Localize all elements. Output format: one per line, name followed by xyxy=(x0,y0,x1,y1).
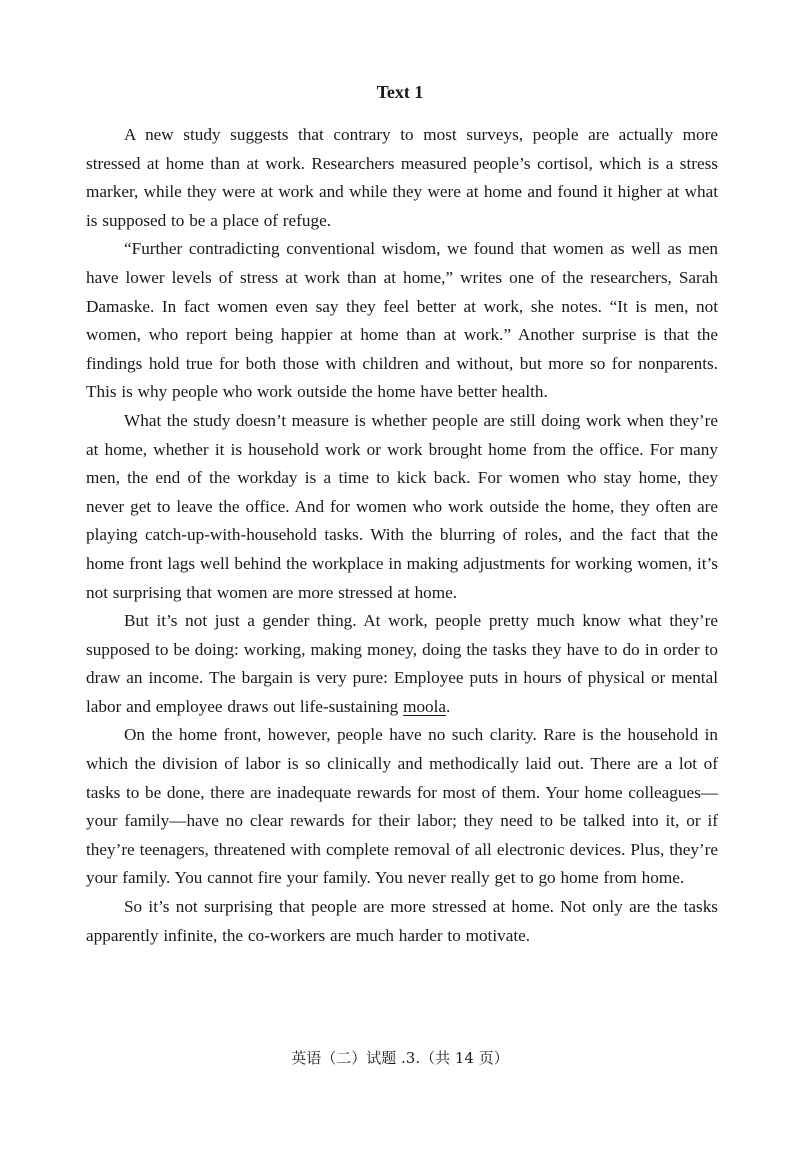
paragraph-6: So it’s not surprising that people are more stressed at home. Not only are the tasks apparently infinite, the co-workers are much harder to motivate. xyxy=(86,897,718,945)
article-body xyxy=(86,121,718,950)
paragraph-4-end: . xyxy=(446,696,451,716)
paragraph-4 xyxy=(86,607,718,721)
page-footer: 英语（二）试题 .3.（共 14 页） xyxy=(291,1049,509,1067)
page-title: Text 1 xyxy=(376,82,424,102)
paragraph-1: A new study suggests that contrary to most surveys, people are actually more stressed at home than at work. Researchers measured people’s cortisol, which is a stress marker, while they were at work and while they were at home and found it higher at what is supposed to be a place of refuge. xyxy=(86,125,718,230)
paragraph-4-text: But it’s not just a gender thing. At work, people pretty much know what they’re supposed to be doing: working, making money, doing the tasks they have to do in order to draw an income. The bargain is very pure: Employee puts in hours of physical or mental labor and employee draws out life-sustaining xyxy=(86,611,718,716)
paragraph-3: What the study doesn’t measure is whether people are still doing work when they’re at home, whether it is household work or work brought home from the office. For many men, the end of the workday is a time to kick back. For women who stay home, they never get to leave the office. And for women who work outside the home, they often are playing catch-up-with-household tasks. With the blurring of roles, and the fact that the home front lags well behind the workplace in making adjustments for working women, it’s not surprising that women are more stressed at home. xyxy=(86,410,718,602)
underlined-word-moola: moola xyxy=(403,696,447,716)
paragraph-2: “Further contradicting conventional wisdom, we found that women as well as men have lower levels of stress at work than at home,” writes one of the researchers, Sarah Damaske. In fact women even say they feel better at work, she notes. “It is men, not women, who report being happier at home than at work.” Another surprise is that the findings hold true for both those with children and without, but more so for nonparents. This is why people who work outside the home have better health. xyxy=(86,239,718,402)
paragraph-5: On the home front, however, people have no such clarity. Rare is the household in which the division of labor is so clinically and methodically laid out. There are a lot of tasks to be done, there are inadequate rewards for most of them. Your home colleagues—your family—have no clear rewards for their labor; they need to be talked into it, or if they’re teenagers, threatened with complete removal of all electronic devices. Plus, they’re your family. You cannot fire your family. You never really get to go home from home. xyxy=(86,725,718,888)
